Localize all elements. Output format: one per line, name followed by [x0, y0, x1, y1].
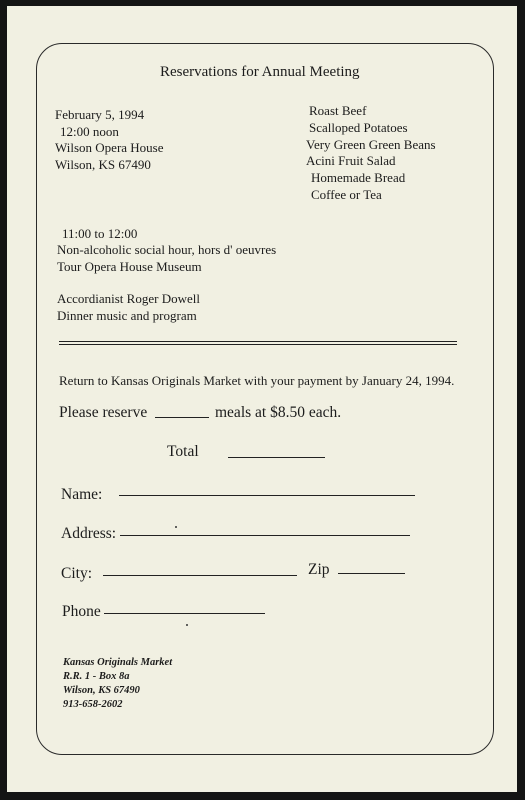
program-time: 11:00 to 12:00 — [62, 226, 138, 241]
zip-label: Zip — [308, 561, 330, 578]
event-city: Wilson, KS 67490 — [55, 157, 151, 172]
total-label: Total — [167, 443, 199, 460]
city-label: City: — [61, 565, 93, 582]
paper-speck — [175, 526, 177, 528]
menu-item: Homemade Bread — [311, 170, 406, 185]
reserve-price-label: meals at $8.50 each. — [215, 404, 342, 421]
program-accordion: Accordianist Roger Dowell — [57, 291, 200, 306]
return-instructions: Return to Kansas Originals Market with your payment by January 24, 1994. — [59, 373, 455, 388]
double-divider — [59, 341, 457, 345]
name-label: Name: — [61, 486, 103, 503]
return-address-city: Wilson, KS 67490 — [63, 685, 140, 696]
menu-item: Roast Beef — [309, 103, 367, 118]
event-venue: Wilson Opera House — [55, 140, 164, 155]
event-date: February 5, 1994 — [55, 107, 145, 122]
return-address-name: Kansas Originals Market — [63, 657, 173, 668]
menu-item: Very Green Green Beans — [306, 137, 436, 152]
menu-item: Scalloped Potatoes — [309, 120, 408, 135]
name-field[interactable] — [119, 495, 415, 496]
city-field[interactable] — [103, 575, 297, 576]
address-label: Address: — [61, 525, 117, 542]
paper-speck — [186, 624, 188, 626]
zip-field[interactable] — [338, 573, 405, 574]
event-time: 12:00 noon — [60, 124, 119, 139]
program-social: Non-alcoholic social hour, hors d' oeuvres — [57, 242, 277, 257]
return-address-route: R.R. 1 - Box 8a — [63, 671, 130, 682]
program-dinner: Dinner music and program — [57, 308, 197, 323]
return-address-phone: 913-658-2602 — [63, 699, 123, 710]
phone-label: Phone — [62, 603, 101, 620]
program-tour: Tour Opera House Museum — [57, 259, 202, 274]
page-title: Reservations for Annual Meeting — [160, 64, 360, 80]
menu-item: Coffee or Tea — [311, 187, 382, 202]
address-field[interactable] — [120, 535, 410, 536]
total-field[interactable] — [228, 457, 325, 458]
phone-field[interactable] — [104, 613, 265, 614]
meal-count-field[interactable] — [155, 417, 209, 418]
menu-item: Acini Fruit Salad — [306, 153, 396, 168]
reserve-label: Please reserve — [59, 404, 148, 421]
